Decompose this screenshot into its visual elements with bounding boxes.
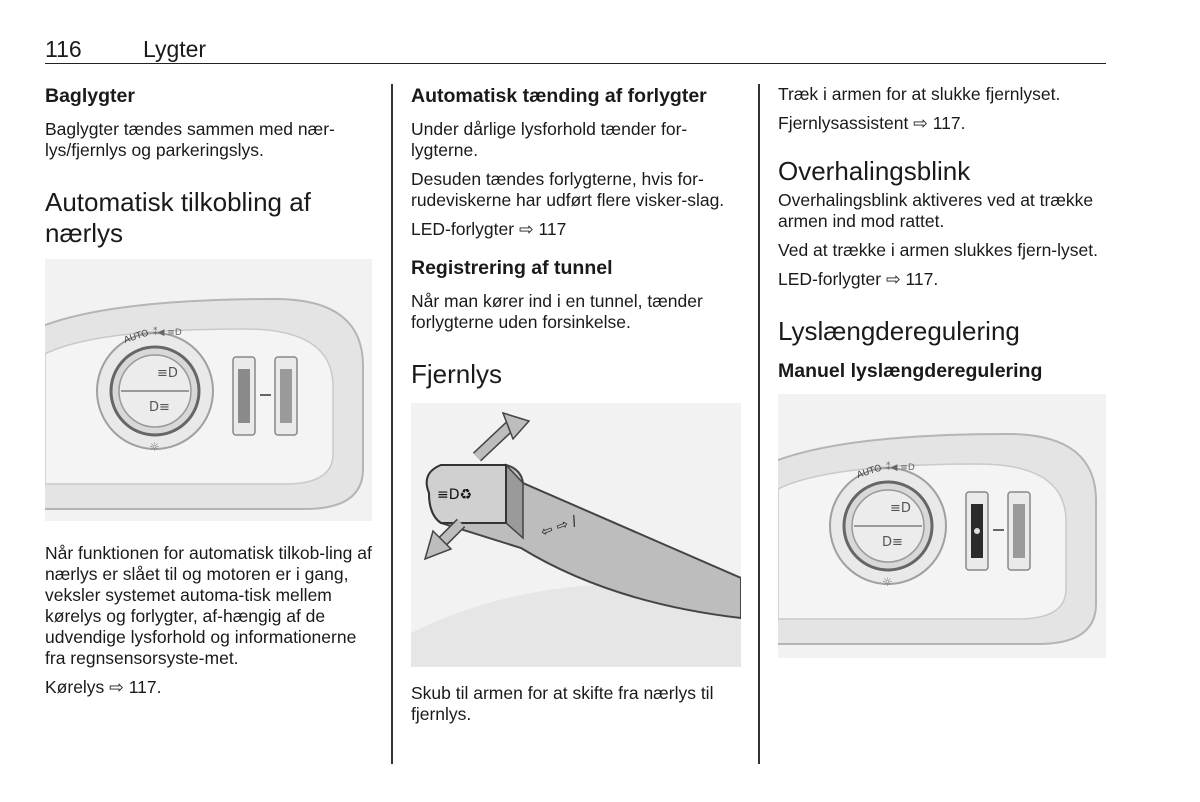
- heading-fjernlys: Fjernlys: [411, 359, 503, 389]
- stalk-symbol: ≡D♻: [437, 487, 473, 503]
- heading-lyslaengderegulering: Lyslængderegulering: [778, 316, 1020, 346]
- column-divider-1: [391, 84, 393, 764]
- svg-text:≡D: ≡D: [157, 366, 178, 381]
- page-header: [45, 36, 1106, 64]
- column-3: [778, 84, 1106, 680]
- paragraph-desuden: Desuden tændes forlygterne, hvis for-rudeviskerne har udført flere visker-slag.: [411, 169, 725, 210]
- ref-korelys[interactable]: Kørelys ⇨ 117.: [45, 677, 162, 697]
- svg-text:≡D: ≡D: [890, 501, 911, 516]
- ref-fjernlysassistent[interactable]: Fjernlysassistent ⇨ 117.: [778, 113, 966, 133]
- paragraph-overhaling-1: Overhalingsblink aktiveres ved at trække armen ind mod rattet.: [778, 190, 1094, 231]
- heading-automatisk-tilkobling: Automatisk tilkobling af nærlys: [45, 187, 311, 248]
- svg-text:☼: ☼: [882, 575, 893, 589]
- light-switch-figure-2: [778, 394, 1106, 658]
- heading-overhalingsblink: Overhalingsblink: [778, 156, 971, 186]
- page-number: 116: [45, 36, 82, 62]
- auto-label: AUTO: [122, 328, 151, 346]
- light-switch-figure: [45, 259, 372, 521]
- stalk-figure: [411, 403, 741, 667]
- heading-automatisk-taending: Automatisk tænding af forlygter: [411, 85, 707, 107]
- light-switch-illustration: [45, 259, 372, 521]
- svg-text:D≡: D≡: [882, 535, 903, 550]
- ref-led-forlygter-1[interactable]: LED-forlygter ⇨ 117: [411, 219, 567, 239]
- paragraph-tunnel: Når man kører ind i en tunnel, tænder forlygterne uden forsinkelse.: [411, 291, 703, 332]
- paragraph-skub: Skub til armen for at skifte fra nærlys til fjernlys.: [411, 683, 714, 724]
- auto-label-2: AUTO: [855, 463, 884, 481]
- light-switch-illustration-2: [778, 394, 1106, 658]
- heading-tunnel: Registrering af tunnel: [411, 257, 613, 279]
- column-2: [411, 84, 741, 733]
- paragraph-traek: Træk i armen for at slukke fjernlyset.: [778, 84, 1061, 104]
- svg-text:☼: ☼: [149, 440, 160, 454]
- paragraph-auto-description: Når funktionen for automatisk tilkob-ling af nærlys er slået til og motoren er i gang, veksler systemet automa-tisk mellem kørelys og forlygter, af-hængig af de udvendige lysforhold og informationerne fra regnsensorsyste-met.: [45, 543, 372, 668]
- paragraph-under: Under dårlige lysforhold tænder for-lygterne.: [411, 119, 688, 160]
- svg-text:D≡: D≡: [149, 400, 170, 415]
- paragraph-overhaling-2: Ved at trække i armen slukkes fjern-lyset.: [778, 240, 1098, 260]
- column-divider-2: [758, 84, 760, 764]
- ref-led-forlygter-2[interactable]: LED-forlygter ⇨ 117.: [778, 269, 939, 289]
- svg-text:⇦ ⇨ /: ⇦ ⇨ /: [538, 513, 580, 541]
- svg-text:⁑◀ ≡D: ⁑◀ ≡D: [153, 328, 182, 338]
- heading-manuel-lyslaengde: Manuel lyslængderegulering: [778, 360, 1043, 382]
- column-1: [45, 84, 372, 706]
- paragraph-baglygter: Baglygter tændes sammen med nær-lys/fjernlys og parkeringslys.: [45, 119, 335, 160]
- chapter-title: Lygter: [143, 36, 207, 62]
- light-stalk-illustration: [411, 403, 741, 667]
- heading-baglygter: Baglygter: [45, 85, 135, 107]
- svg-text:⁑◀ ≡D: ⁑◀ ≡D: [886, 463, 915, 473]
